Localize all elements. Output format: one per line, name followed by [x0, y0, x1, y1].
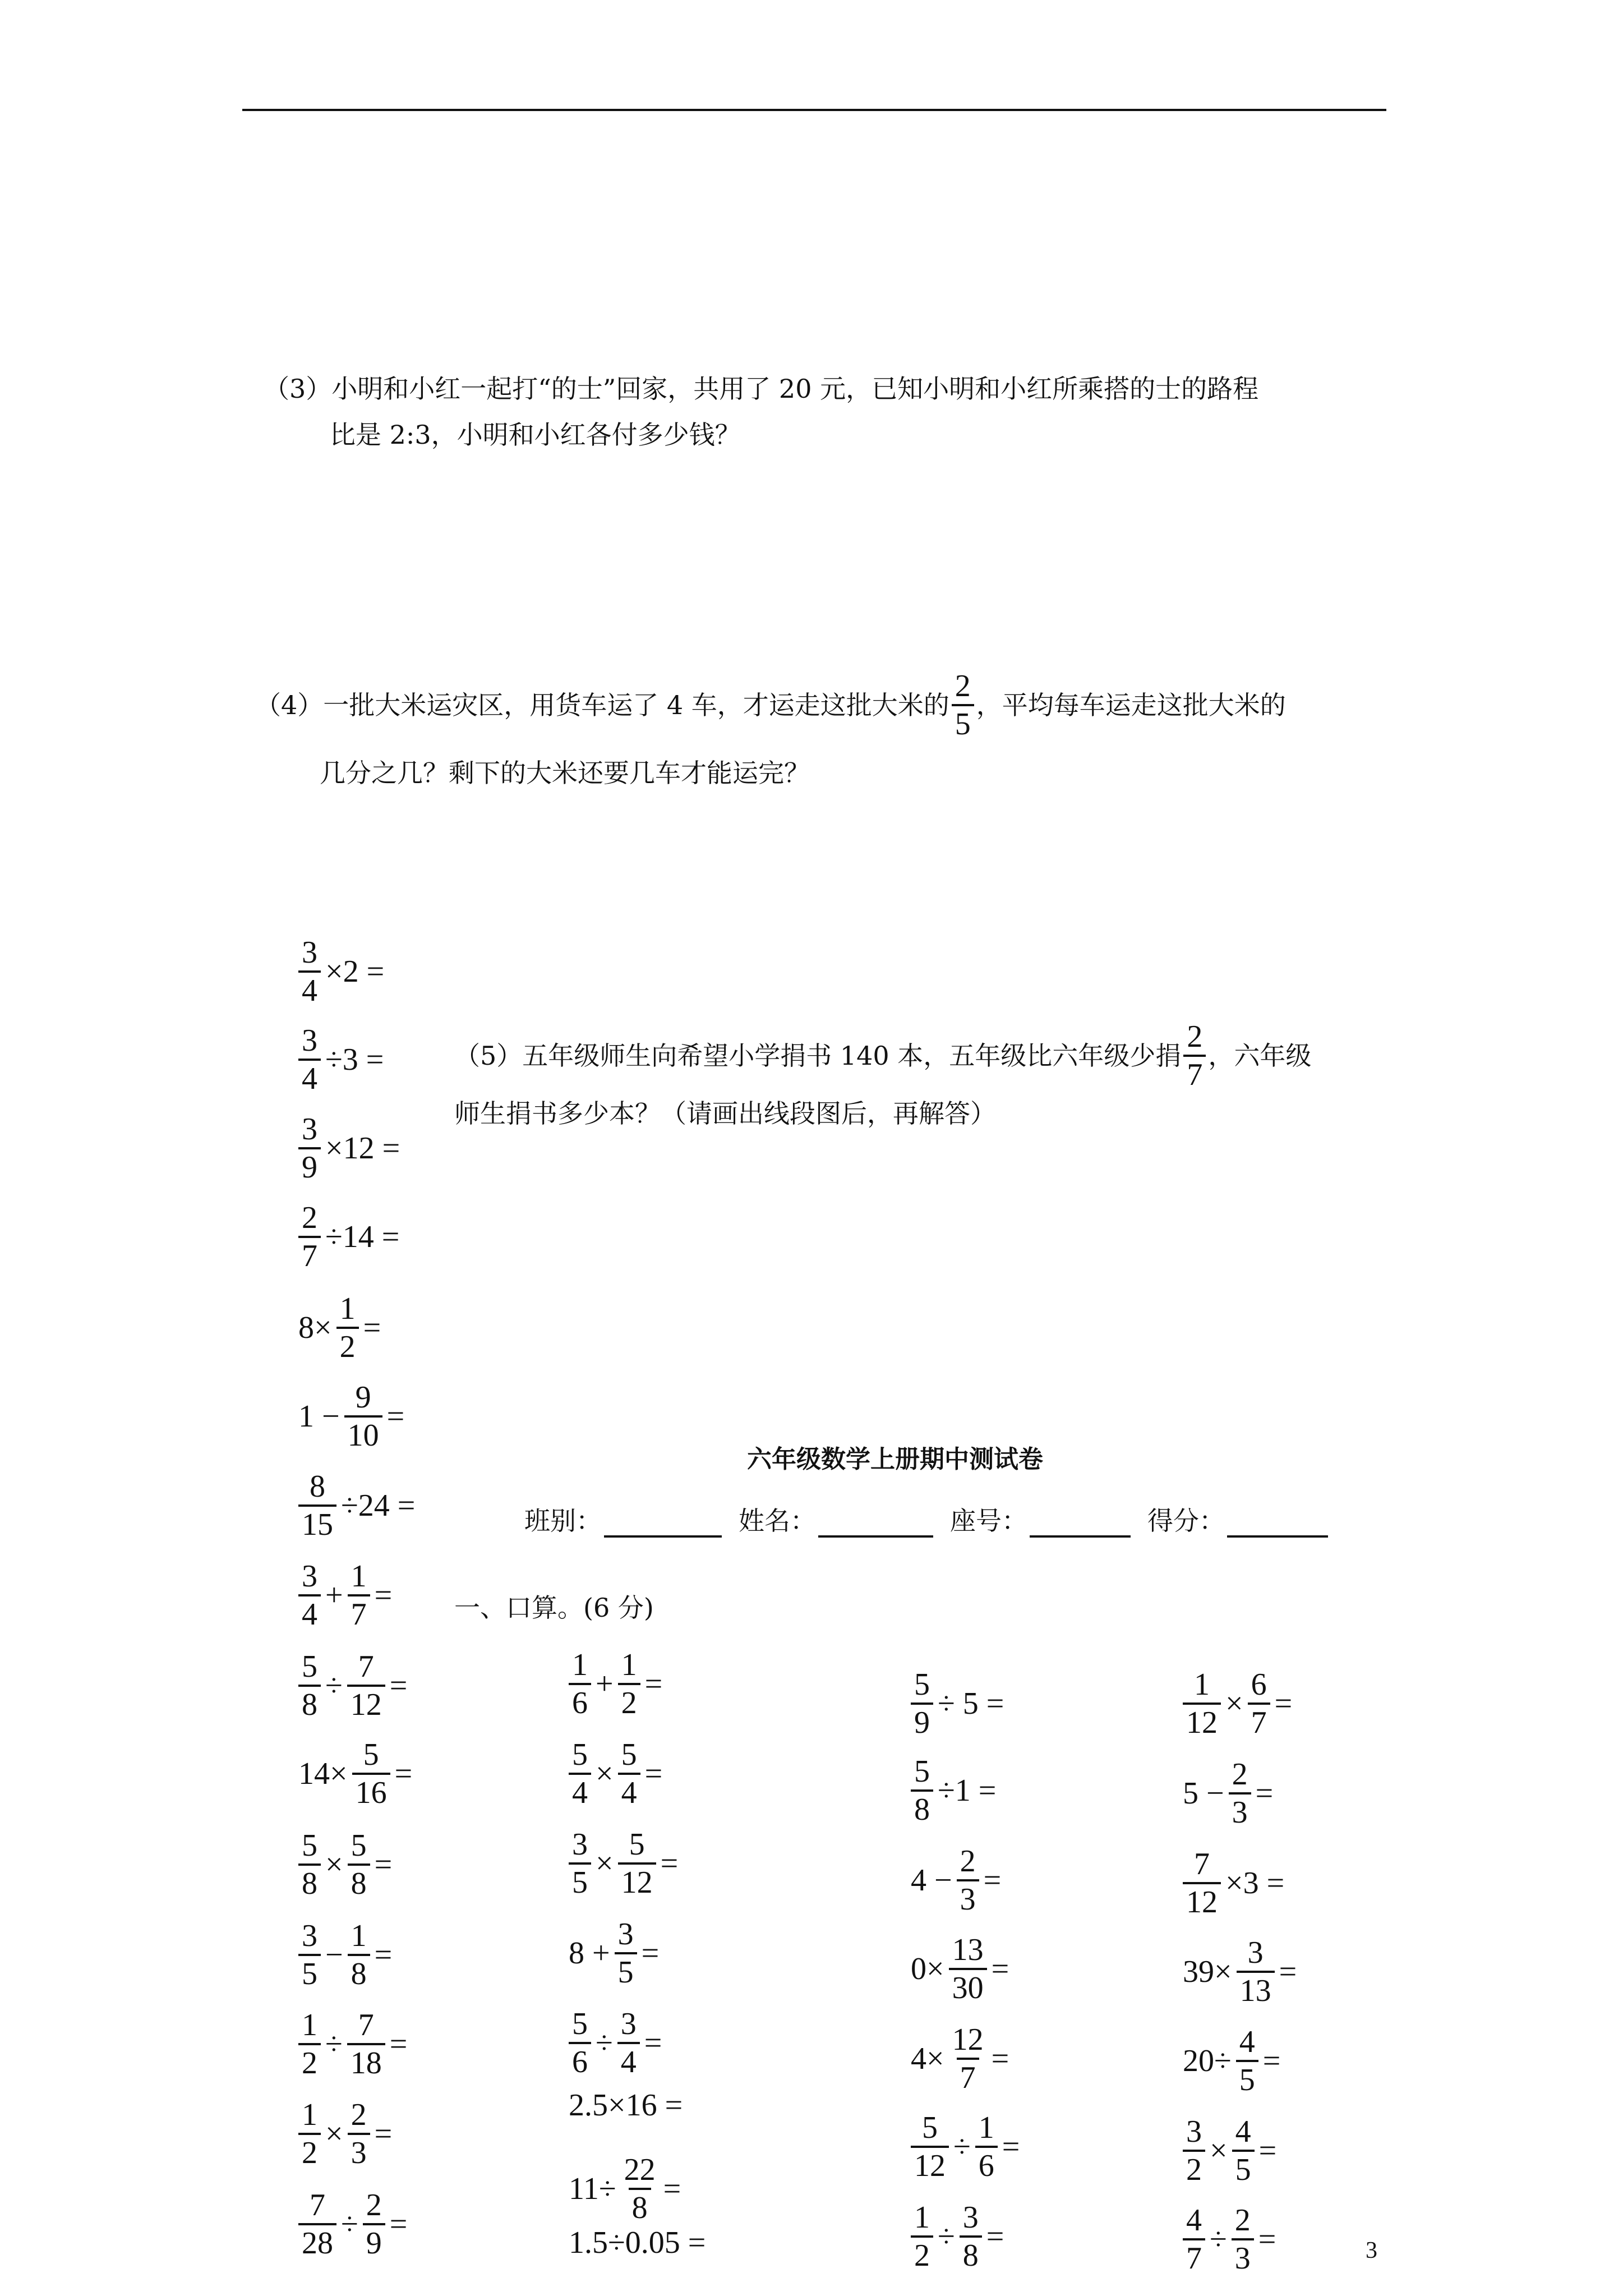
fraction-denominator: 12 [1183, 1703, 1221, 1738]
fraction [957, 1846, 979, 1915]
fraction-denominator: 6 [975, 2146, 998, 2182]
field-blank-class[interactable] [604, 1508, 722, 1538]
fraction [348, 1920, 370, 1990]
fraction-numerator: 1 [351, 1918, 367, 1953]
fraction-denominator: 3 [1229, 1792, 1251, 1828]
fraction-denominator: 8 [298, 1864, 321, 1899]
arithmetic-expression [909, 1669, 1006, 1738]
expression-text: + [325, 1578, 343, 1613]
fraction [348, 2099, 370, 2169]
fraction-numerator: 3 [1186, 2114, 1202, 2149]
fraction-denominator: 7 [1183, 2238, 1205, 2274]
arithmetic-expression [296, 1382, 407, 1451]
fraction [363, 2189, 385, 2259]
arithmetic-expression [1181, 1937, 1299, 2007]
fraction [569, 1739, 591, 1809]
expression-text: 0× [911, 1952, 944, 1986]
expression-text: ÷ [953, 2129, 971, 2164]
fraction [1248, 1669, 1270, 1738]
fraction-numerator: 1 [302, 2097, 317, 2132]
expression-text: = [1258, 2222, 1276, 2257]
expression-text: = [394, 1756, 413, 1791]
arithmetic-expression [296, 1025, 386, 1094]
expression-text: = [983, 1863, 1002, 1898]
fraction [615, 1918, 637, 1988]
fraction-numerator: 3 [302, 1112, 317, 1147]
expression-text: = [1274, 1686, 1293, 1721]
fraction-numerator: 2 [351, 2097, 367, 2132]
fraction [298, 2009, 321, 2079]
problem-4-line-1 [255, 670, 1286, 740]
field-blank-name[interactable] [818, 1508, 933, 1538]
expression-text: = [1279, 1954, 1297, 1989]
expression-text: = [1262, 2044, 1281, 2078]
fraction-numerator: 3 [962, 2200, 979, 2235]
fraction-numerator: 2 [1232, 1757, 1248, 1792]
fraction-numerator: 2 [366, 2188, 382, 2223]
arithmetic-expression [1181, 1848, 1287, 1918]
fraction [618, 1649, 640, 1719]
arithmetic-expression [566, 2008, 664, 2078]
arithmetic-expression [1181, 2205, 1278, 2274]
expression-text: × [1225, 1686, 1243, 1721]
fraction-denominator: 7 [1248, 1703, 1270, 1738]
fraction [911, 2112, 949, 2182]
fraction-numerator: 1 [572, 1648, 588, 1682]
fraction-numerator: 1 [1194, 1667, 1210, 1702]
expression-text: = [374, 2116, 393, 2151]
expression-text: 39× [1183, 1954, 1232, 1989]
fraction-denominator: 18 [347, 2043, 385, 2079]
fraction [1183, 2205, 1205, 2274]
fraction-denominator: 3 [1232, 2238, 1254, 2274]
arithmetic-expression [566, 2227, 708, 2258]
fraction-numerator: 4 [1235, 2114, 1251, 2149]
fraction-denominator: 8 [298, 1685, 321, 1720]
expression-text: 8 + [569, 1936, 610, 1971]
fraction-numerator: 3 [302, 935, 317, 970]
expression-text: 1.5÷0.05 = [569, 2225, 706, 2260]
problem-5-line-1 [454, 1021, 1311, 1091]
fraction-numerator: 4 [1239, 2024, 1255, 2059]
arithmetic-expression [296, 2009, 409, 2079]
fraction-numerator: 13 [952, 1932, 984, 1967]
fraction-denominator: 12 [347, 1685, 385, 1720]
expression-text: = [1002, 2129, 1020, 2164]
fraction [911, 2202, 933, 2271]
expression-text: × [1210, 2133, 1228, 2168]
fraction [1183, 1848, 1221, 1918]
fraction-numerator: 3 [1247, 1935, 1264, 1970]
arithmetic-expression [296, 1920, 394, 1990]
fraction-denominator: 6 [569, 1683, 591, 1719]
fraction-numerator: 4 [1186, 2203, 1202, 2238]
fraction-denominator: 10 [344, 1415, 382, 1451]
expression-text: ÷14 = [325, 1220, 400, 1254]
fraction [348, 1561, 370, 1630]
expression-text: = [374, 1578, 393, 1613]
fraction-numerator: 1 [351, 1559, 367, 1594]
field-blank-seat[interactable] [1030, 1508, 1131, 1538]
fraction [352, 1739, 390, 1809]
fraction-denominator: 5 [1232, 2150, 1255, 2185]
expression-text: = [1255, 1776, 1274, 1811]
fraction-denominator: 7 [298, 1236, 321, 1272]
expression-text: = [991, 2041, 1009, 2076]
expression-text: = [991, 1952, 1009, 1986]
fraction-numerator: 3 [302, 1559, 317, 1594]
expression-text: ÷ [938, 2219, 955, 2254]
fraction [348, 1830, 370, 1899]
arithmetic-expression [566, 1649, 665, 1719]
problem-5-fraction [1183, 1021, 1206, 1091]
expression-text: = [644, 1756, 663, 1791]
fraction [949, 1934, 987, 2004]
fraction-numerator: 5 [572, 1737, 588, 1772]
arithmetic-expression [296, 1651, 409, 1720]
arithmetic-expression [1181, 1759, 1275, 1828]
expression-text: − [325, 1938, 343, 1972]
fraction [621, 2154, 659, 2224]
expression-text: 4× [911, 2041, 944, 2076]
fraction-denominator: 8 [348, 1954, 370, 1990]
arithmetic-expression [566, 1829, 680, 1898]
expression-text: × [596, 1756, 614, 1791]
section-oral-arithmetic: 一、口算。(6 分) [454, 1593, 654, 1623]
fraction-numerator: 1 [978, 2110, 994, 2145]
fraction [344, 1382, 382, 1451]
fraction-denominator: 4 [298, 1059, 321, 1094]
arithmetic-expression [909, 1756, 998, 1825]
expression-text: × [325, 1847, 343, 1882]
fraction-numerator: 1 [621, 1648, 637, 1682]
fraction-numerator: 12 [952, 2022, 984, 2057]
fraction-denominator: 28 [298, 2223, 336, 2259]
fraction-denominator: 2 [298, 2043, 321, 2079]
arithmetic-expression [566, 2090, 685, 2121]
fraction [618, 1829, 656, 1898]
field-label-class: 班别： [524, 1506, 602, 1536]
fraction-denominator: 5 [952, 704, 974, 740]
fraction [960, 2202, 982, 2271]
arithmetic-expression [566, 2154, 683, 2224]
fraction-numerator: 2 [960, 1844, 976, 1879]
fraction-numerator: 1 [339, 1291, 356, 1326]
problem-4-fraction [952, 670, 974, 740]
fraction [569, 1829, 591, 1898]
problem-5-text-b: ，六年级 [1208, 1041, 1312, 1071]
fraction [298, 937, 321, 1006]
fraction-numerator: 7 [358, 2008, 374, 2042]
expression-text: 11÷ [569, 2171, 616, 2206]
fraction-denominator: 4 [618, 1773, 640, 1809]
arithmetic-expression [296, 1114, 402, 1183]
fraction-denominator: 5 [1236, 2060, 1258, 2096]
arithmetic-expression [909, 1846, 1003, 1915]
expression-text: 5 − [1183, 1776, 1224, 1811]
expression-text: × [596, 1846, 614, 1881]
fraction-denominator: 30 [949, 1968, 987, 2004]
expression-text: ×12 = [325, 1131, 400, 1166]
fraction-denominator: 4 [298, 970, 321, 1006]
expression-text: 8× [298, 1310, 332, 1345]
fraction [1236, 2026, 1258, 2096]
fraction [298, 1920, 321, 1990]
fraction-denominator: 3 [348, 2133, 370, 2169]
fraction-denominator: 7 [1183, 1055, 1206, 1091]
fraction-numerator: 3 [302, 1918, 317, 1953]
fraction-numerator: 22 [624, 2152, 656, 2187]
fraction-denominator: 4 [617, 2042, 640, 2078]
fraction-denominator: 2 [1183, 2150, 1205, 2185]
fraction [298, 1651, 321, 1720]
expression-text: = [363, 1310, 381, 1345]
student-info-fields [524, 1501, 1328, 1538]
fraction-numerator: 3 [302, 1023, 317, 1058]
fraction-numerator: 5 [629, 1827, 645, 1862]
field-blank-score[interactable] [1227, 1508, 1328, 1538]
fraction-denominator: 7 [957, 2058, 979, 2093]
fraction-denominator: 2 [298, 2133, 321, 2169]
fraction-numerator: 5 [922, 2110, 938, 2145]
fraction [298, 2099, 321, 2169]
fraction [336, 1293, 359, 1363]
fraction-denominator: 8 [911, 1789, 933, 1825]
fraction [1237, 1937, 1275, 2007]
arithmetic-expression [296, 1830, 394, 1899]
fraction [975, 2112, 998, 2182]
expression-text: = [660, 1846, 679, 1881]
fraction [617, 2008, 640, 2078]
arithmetic-expression [296, 2099, 394, 2169]
problem-4-text-b: ，平均每车运走这批大米的 [976, 690, 1286, 720]
fraction [298, 2189, 336, 2259]
fraction-denominator: 2 [911, 2235, 933, 2271]
fraction-numerator: 7 [310, 2188, 325, 2223]
fraction-numerator: 7 [1194, 1847, 1210, 1881]
problem-4-text-a: （4）一批大米运灾区，用货车运了 4 车，才运走这批大米的 [255, 690, 949, 720]
problem-4-line-2: 几分之几？剩下的大米还要几车才能运完？ [320, 758, 810, 788]
arithmetic-expression [296, 937, 386, 1006]
field-label-seat: 座号： [950, 1506, 1027, 1536]
fraction-denominator: 15 [298, 1504, 336, 1540]
fraction-numerator: 2 [302, 1200, 317, 1235]
expression-text: = [986, 2219, 1004, 2254]
fraction-denominator: 9 [363, 2223, 385, 2259]
arithmetic-expression [296, 1561, 394, 1630]
fraction-numerator: 5 [572, 2007, 588, 2041]
expression-text: = [641, 1936, 660, 1971]
fraction-denominator: 5 [615, 1952, 637, 1988]
expression-text: = [374, 1847, 393, 1882]
fraction-numerator: 5 [363, 1737, 379, 1772]
fraction [298, 1830, 321, 1899]
fraction-numerator: 5 [914, 1754, 930, 1789]
expression-text: = [1258, 2133, 1277, 2168]
fraction-numerator: 5 [621, 1737, 637, 1772]
fraction [298, 1114, 321, 1183]
expression-text: ÷ [325, 2027, 343, 2062]
fraction [618, 1739, 640, 1809]
fraction-denominator: 12 [911, 2146, 949, 2182]
expression-text: 1 − [298, 1399, 340, 1434]
arithmetic-expression [296, 1471, 417, 1540]
fraction [911, 1669, 933, 1738]
fraction [569, 1649, 591, 1719]
expression-text: = [644, 1667, 663, 1701]
field-label-name: 姓名： [739, 1506, 816, 1536]
header-rule [242, 109, 1386, 111]
arithmetic-expression [1181, 1669, 1294, 1738]
fraction-denominator: 5 [298, 1954, 321, 1990]
expression-text: = [644, 2026, 662, 2060]
fraction [298, 1471, 336, 1540]
fraction-denominator: 2 [336, 1327, 359, 1363]
expression-text: × [325, 2116, 343, 2151]
fraction-numerator: 8 [310, 1469, 325, 1504]
expression-text: 2.5×16 = [569, 2088, 683, 2123]
fraction-numerator: 2 [955, 669, 971, 703]
problem-3-line-1: （3）小明和小红一起打“的士”回家，共用了 20 元，已知小明和小红所乘搭的士的路程 [264, 374, 1259, 404]
fraction [1232, 2205, 1254, 2274]
fraction-denominator: 12 [618, 1862, 656, 1898]
expression-text: 14× [298, 1756, 348, 1791]
fraction [298, 1025, 321, 1094]
fraction [347, 2009, 385, 2079]
arithmetic-expression [1181, 2026, 1283, 2096]
expression-text: ÷ [1210, 2222, 1227, 2257]
arithmetic-expression [909, 1934, 1011, 2004]
fraction [949, 2024, 987, 2093]
expression-text: = [386, 1399, 405, 1434]
fraction-numerator: 3 [617, 1917, 634, 1952]
arithmetic-expression [566, 1739, 665, 1809]
expression-text: = [663, 2171, 681, 2206]
expression-text: 20÷ [1183, 2044, 1232, 2078]
fraction-denominator: 8 [348, 1864, 370, 1899]
fraction [298, 1561, 321, 1630]
fraction-numerator: 2 [1234, 2203, 1251, 2238]
fraction-denominator: 9 [298, 1147, 321, 1183]
fraction-denominator: 7 [348, 1594, 370, 1630]
expression-text: = [389, 2027, 408, 2062]
field-label-score: 得分： [1147, 1506, 1225, 1536]
expression-text: ÷3 = [325, 1042, 384, 1077]
expression-text: ÷ [325, 1668, 343, 1703]
arithmetic-expression [296, 1202, 402, 1272]
fraction-numerator: 7 [358, 1649, 374, 1684]
expression-text: ÷ [596, 2026, 613, 2060]
expression-text: = [389, 2207, 408, 2242]
expression-text: 4 − [911, 1863, 952, 1898]
problem-3-line-2: 比是 2:3，小明和小红各付多少钱？ [330, 420, 741, 450]
arithmetic-expression [296, 1739, 414, 1809]
fraction-denominator: 13 [1237, 1971, 1275, 2007]
arithmetic-expression [296, 1293, 383, 1363]
fraction-numerator: 1 [302, 2008, 317, 2042]
fraction-numerator: 3 [620, 2007, 637, 2041]
fraction-numerator: 2 [1187, 1019, 1203, 1054]
problem-5-text-a: （5）五年级师生向希望小学捐书 140 本，五年级比六年级少捐 [454, 1041, 1182, 1071]
expression-text: ÷1 = [938, 1773, 997, 1808]
fraction-denominator: 16 [352, 1773, 390, 1809]
expression-text: ÷ [341, 2207, 358, 2242]
fraction [911, 1756, 933, 1825]
arithmetic-expression [296, 2189, 409, 2259]
fraction-numerator: 5 [351, 1828, 367, 1863]
fraction-numerator: 5 [302, 1649, 317, 1684]
problem-5-line-2: 师生捐书多少本？（请画出线段图后，再解答） [454, 1098, 996, 1129]
arithmetic-expression [909, 2024, 1011, 2093]
fraction [1183, 1669, 1221, 1738]
page-number: 3 [1366, 2238, 1377, 2263]
expression-text: = [389, 1668, 408, 1703]
fraction-denominator: 8 [629, 2188, 651, 2224]
fraction [569, 2008, 591, 2078]
fraction-numerator: 5 [302, 1828, 317, 1863]
fraction-numerator: 6 [1251, 1667, 1267, 1702]
fraction [298, 1202, 321, 1272]
exam-title: 六年级数学上册期中测试卷 [747, 1445, 1043, 1474]
fraction-numerator: 1 [914, 2200, 930, 2235]
arithmetic-expression [909, 2202, 1006, 2271]
expression-text: ÷ 5 = [938, 1686, 1004, 1721]
fraction-denominator: 9 [911, 1703, 933, 1738]
fraction-denominator: 5 [569, 1862, 591, 1898]
arithmetic-expression [909, 2112, 1022, 2182]
fraction-denominator: 4 [298, 1594, 321, 1630]
fraction [1183, 2116, 1205, 2185]
fraction [1229, 1759, 1251, 1828]
fraction [347, 1651, 385, 1720]
fraction-denominator: 8 [960, 2235, 982, 2271]
fraction-denominator: 3 [957, 1879, 979, 1915]
fraction-numerator: 3 [572, 1827, 588, 1862]
fraction-denominator: 2 [618, 1683, 640, 1719]
fraction-numerator: 5 [914, 1667, 930, 1702]
fraction-denominator: 6 [569, 2042, 591, 2078]
fraction-denominator: 12 [1183, 1882, 1221, 1918]
fraction [1232, 2116, 1255, 2185]
expression-text: + [596, 1667, 614, 1701]
expression-text: ×2 = [325, 954, 385, 989]
arithmetic-expression [566, 1918, 661, 1988]
expression-text: ÷24 = [341, 1488, 416, 1523]
expression-text: = [374, 1938, 393, 1972]
fraction-denominator: 4 [569, 1773, 591, 1809]
arithmetic-expression [1181, 2116, 1279, 2185]
expression-text: ×3 = [1225, 1866, 1285, 1901]
fraction-numerator: 9 [355, 1380, 371, 1415]
